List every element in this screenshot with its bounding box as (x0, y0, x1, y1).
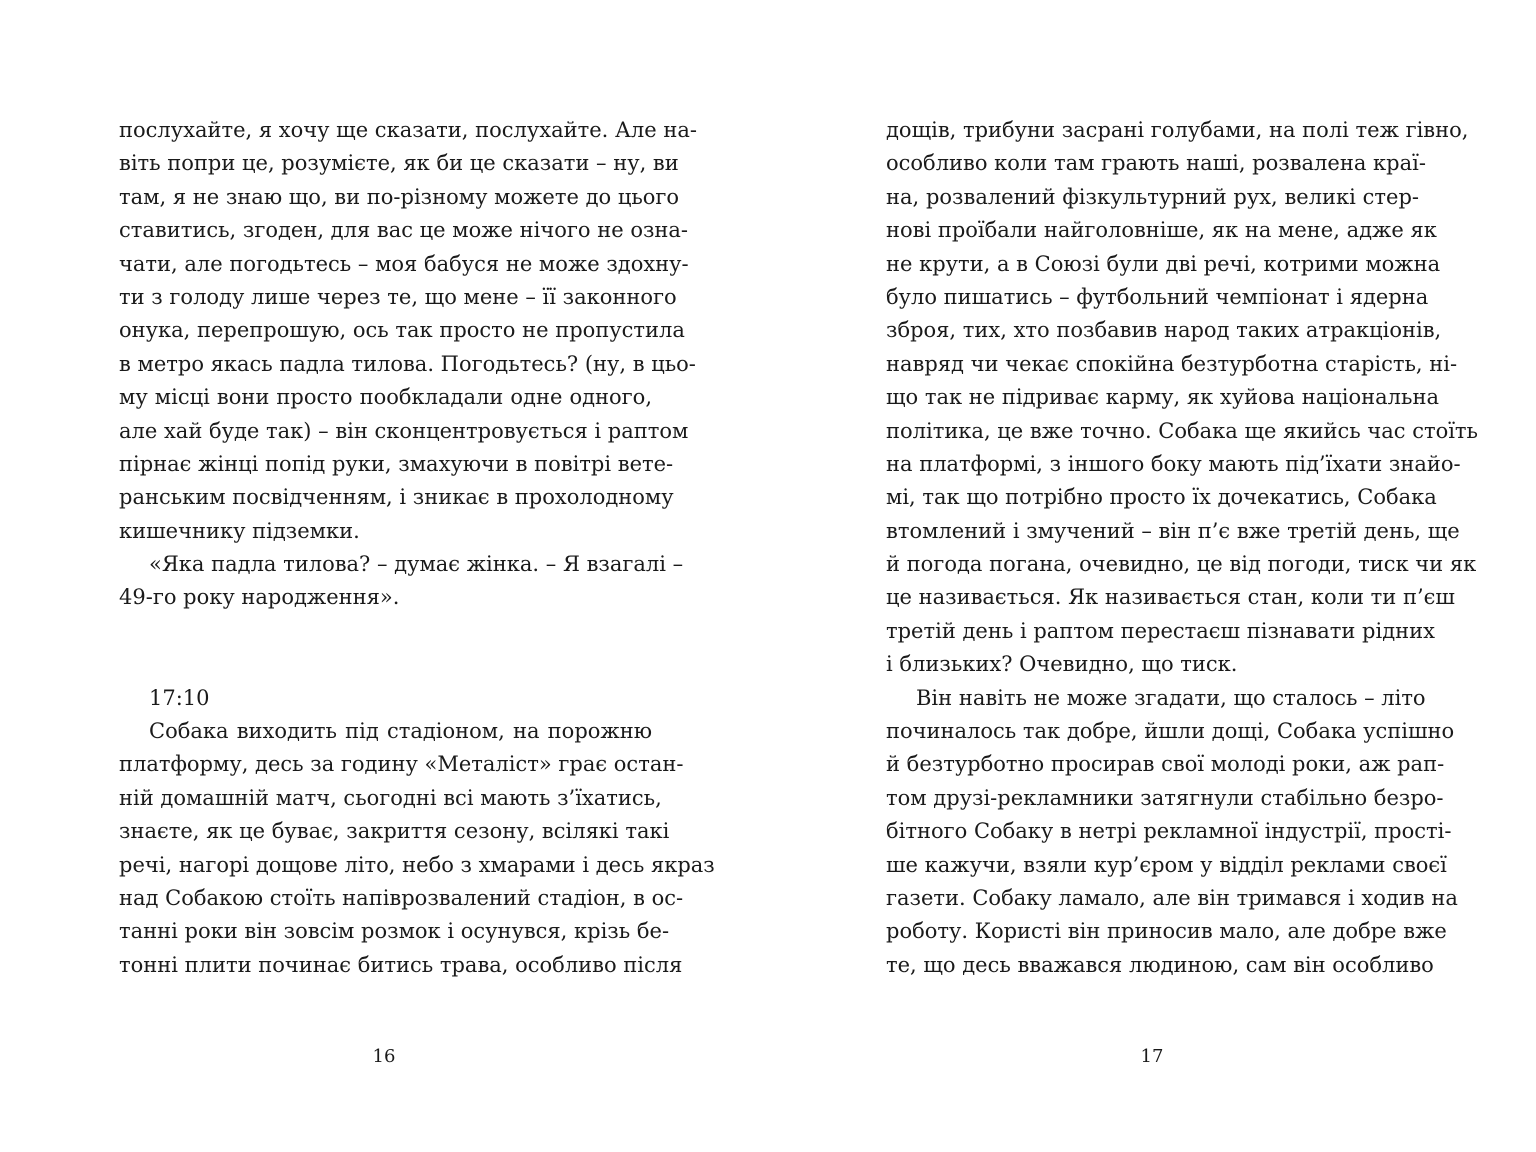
text-line: роботу. Користі він приносив мало, але добре вже (886, 919, 1447, 944)
text-line: чати, але погодьтесь – моя бабуся не може здохну- (119, 251, 689, 276)
text-line: те, що десь вважався людиною, сам він особливо (886, 952, 1434, 977)
text-line: ній домашній матч, сьогодні всі мають з’їхатись, (119, 785, 662, 810)
text-line: втомлений і змучений – він п’є вже третій день, ще (886, 518, 1460, 543)
text-line: нові проїбали найголовніше, як на мене, адже як (886, 218, 1437, 243)
text-line: й погода погана, очевидно, це від погоди, тиск чи як (886, 552, 1477, 577)
text-line: послухайте, я хочу ще сказати, послухайте. Але на- (119, 118, 697, 142)
text-line: на платформі, з іншого боку мають під’їхати знайо- (886, 451, 1461, 476)
text-line: тонні плити починає битись трава, особливо після (119, 952, 683, 977)
text-line: віть попри це, розумієте, як би це сказати – ну, ви (119, 151, 679, 176)
page-number-left: 16 (372, 1046, 396, 1067)
text-line: зброя, тих, хто позбавив народ таких атракціонів, (886, 318, 1442, 343)
left-page (119, 114, 715, 982)
right-page (886, 114, 1478, 982)
text-line: не крути, а в Союзі були дві речі, котрими можна (886, 251, 1441, 276)
text-line: ти з голоду лише через те, що мене – її законного (119, 284, 677, 309)
text-line: платформу, десь за годину «Металіст» грає остан- (119, 752, 684, 777)
text-line: ставитись, згоден, для вас це може нічого не озна- (119, 218, 689, 243)
text-line: третій день і раптом перестаєш пізнавати рідних (886, 618, 1435, 643)
text-line: дощів, трибуни засрані голубами, на полі теж гівно, (886, 118, 1469, 142)
text-line: на, розвалений фізкультурний рух, великі стер- (886, 184, 1419, 209)
text-line: ранським посвідченням, і зникає в прохолодному (119, 485, 674, 510)
text-line: що так не підриває карму, як хуйова національна (886, 385, 1439, 410)
text-line: починалось так добре, йшли дощі, Собака успішно (886, 719, 1455, 744)
text-line: й безтурботно просирав свої молоді роки, аж рап- (886, 752, 1445, 777)
text-line: навряд чи чекає спокійна безтурботна старість, ні- (886, 351, 1458, 376)
text-line: Він навіть не може згадати, що сталось – літо (916, 685, 1426, 710)
text-line: було пишатись – футбольний чемпіонат і ядерна (886, 284, 1429, 309)
text-line: там, я не знаю що, ви по-різному можете до цього (119, 184, 680, 209)
text-line: над Собакою стоїть напіврозвалений стадіон, в ос- (119, 886, 684, 910)
text-line: бітного Собаку в нетрі рекламної індустрії, прості- (886, 819, 1452, 844)
text-line: Собака виходить під стадіоном, на порожню (149, 719, 652, 744)
section-spacer (119, 615, 652, 682)
page-number-right: 17 (1140, 1046, 1164, 1067)
text-line: і близьких? Очевидно, що тиск. (886, 652, 1238, 677)
text-line: мі, так що потрібно просто їх дочекатись, Собака (886, 485, 1437, 510)
text-line: пірнає жінці попід руки, змахуючи в повітрі вете- (119, 451, 674, 476)
text-line: танні роки він зовсім розмок і осунувся, крізь бе- (119, 919, 670, 944)
text-line: але хай буде так) – він сконцентровується і раптом (119, 418, 689, 443)
left-page-section-text (119, 715, 715, 982)
text-line: онука, перепрошую, ось так просто не пропустила (119, 318, 685, 343)
time-heading: 17:10 (149, 685, 210, 710)
text-line: це називається. Як називається стан, коли ти п’єш (886, 585, 1455, 610)
text-line: том друзі-рекламники затягнули стабільно безро- (886, 785, 1444, 810)
text-line: в метро якась падла тилова. Погодьтесь? (ну, в цьо- (119, 351, 696, 376)
text-line: 49-го року народження». (119, 585, 400, 610)
text-line: газети. Собаку ламало, але він тримався і ходив на (886, 885, 1458, 910)
text-line: му місці вони просто пообкладали одне одного, (119, 385, 652, 410)
text-line: речі, нагорі дощове літо, небо з хмарами і десь якраз (119, 852, 715, 877)
text-line: особливо коли там грають наші, розвалена краї- (886, 151, 1426, 176)
text-line: ше кажучи, взяли кур’єром у відділ реклами своєї (886, 852, 1447, 877)
text-line: знаєте, як це буває, закриття сезону, всілякі такі (119, 819, 670, 844)
text-line: політика, це вже точно. Собака ще якийсь час стоїть (886, 418, 1478, 443)
left-page-text (119, 114, 697, 615)
text-line: «Яка падла тилова? – думає жінка. – Я взагалі – (149, 552, 684, 577)
right-page-text (886, 114, 1478, 982)
text-line: кишечнику підземки. (119, 518, 360, 543)
